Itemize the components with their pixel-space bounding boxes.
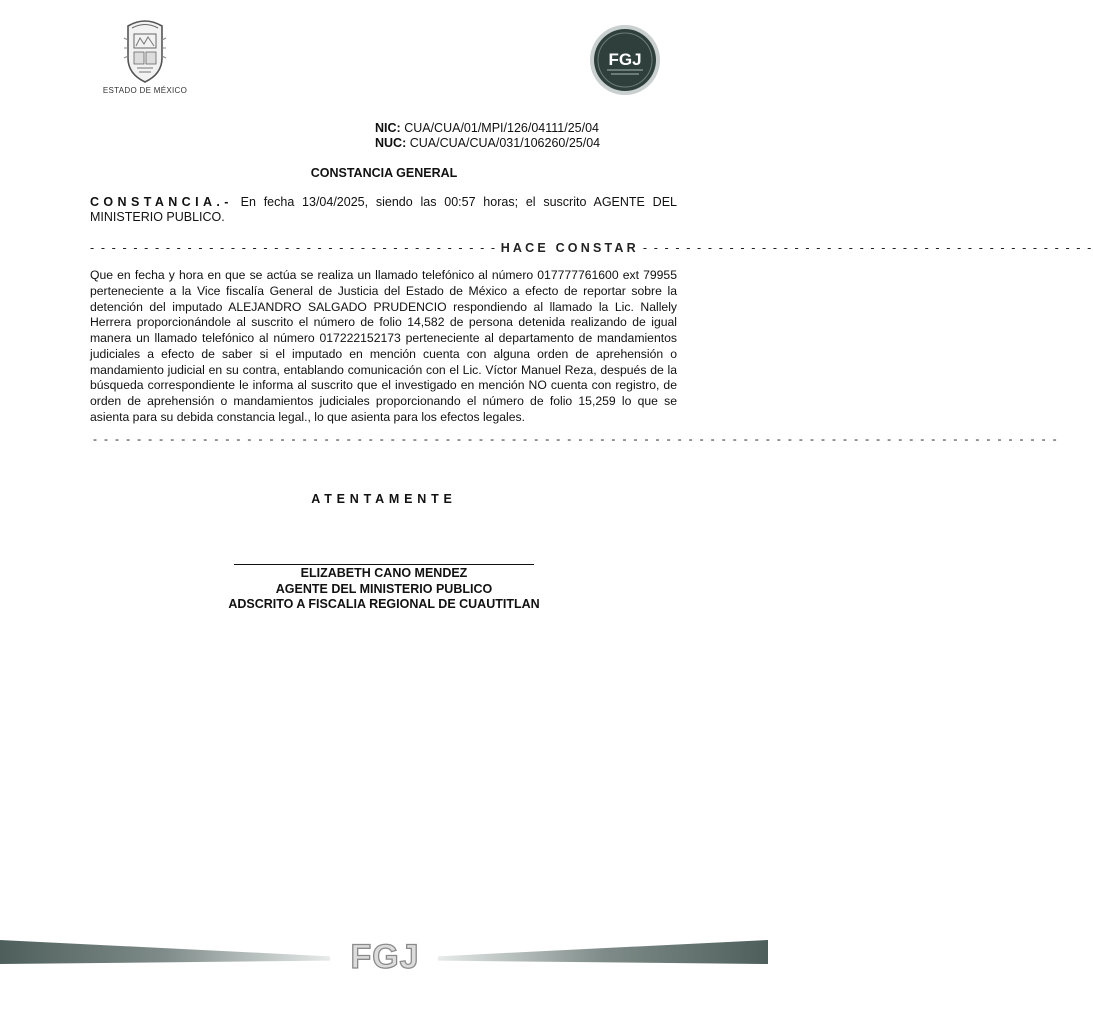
fgj-seal-icon — [589, 24, 661, 96]
estado-de-mexico-logo — [100, 18, 190, 98]
hace-constar-label: HACE CONSTAR — [500, 241, 639, 255]
footer-banner — [0, 938, 768, 976]
signer-office: ADSCRITO A FISCALIA REGIONAL DE CUAUTITLAN — [228, 597, 540, 611]
dash-separator: - - - - - - - - - - - - - - - - - - - - - - - - - - - - - - - - - - - - - - - - - - - - - - - - - - - - - - - - - - - - - - - - - - - - - - - - - - - - - - - - - - - - - - - - — [93, 432, 1059, 446]
nic-value: CUA/CUA/01/MPI/126/04111/25/04 — [404, 121, 599, 135]
estado-de-mexico-caption: ESTADO DE MÉXICO — [102, 86, 188, 95]
signer-name: ELIZABETH CANO MENDEZ — [300, 566, 468, 580]
body-paragraph: Que en fecha y hora en que se actúa se realiza un llamado telefónico al número 017777761600 ext 79955 perteneciente a la Vice fiscalía General de Justicia del Estado de México a efecto de reportar sobre la detención del imputado ALEJANDRO SALGADO PRUDENCIO respondiendo al llamado la Lic. Nallely Herrera proporcionándole al suscrito el número de folio 14,582 de persona detenida realizando de igual manera un llamado telefónico al número 017222152173 perteneciente al departamento de mandamientos judiciales a efecto de saber si el imputado en mención cuenta con alguna orden de aprehensión o mandamiento judicial en su contra, entablando comunicación con el Lic. Víctor Manuel Reza, después de la búsqueda correspondiente le informa al suscrito que el investigado en mención NO cuenta con registro, de orden de aprehensión o mandamientos judiciales proporcionando el número de folio 15,259 lo que se asienta para su debida constancia legal., lo que asienta para los efectos legales. — [90, 268, 677, 424]
intro-paragraph — [90, 195, 677, 225]
closing-atentamente: ATENTAMENTE — [311, 492, 457, 506]
document-title: CONSTANCIA GENERAL — [310, 166, 458, 180]
dash-rule-right: - - - - - - - - - - - - - - - - - - - - - - - - - - - - - - - - - - - - - - - - - - — [642, 241, 1093, 255]
fgj-seal-text: FGJ — [608, 50, 642, 69]
signature-line — [234, 564, 534, 565]
footer-fgj-logo: FGJ — [350, 938, 420, 976]
signer-role: AGENTE DEL MINISTERIO PUBLICO — [275, 581, 493, 596]
nuc-line — [375, 136, 600, 151]
nic-line — [375, 121, 600, 136]
signature-block — [0, 566, 768, 613]
dash-rule-left: - - - - - - - - - - - - - - - - - - - - - - - - - - - - - - - - - - - - - - — [90, 241, 497, 255]
coat-of-arms-icon — [120, 18, 170, 84]
footer-stripe-left — [0, 940, 330, 964]
fgj-seal-logo — [589, 24, 661, 96]
constancia-keyword: CONSTANCIA.- — [90, 195, 233, 209]
nic-label: NIC: — [375, 121, 401, 135]
nuc-value: CUA/CUA/CUA/031/106260/25/04 — [409, 136, 601, 150]
hace-constar-heading — [90, 240, 1093, 256]
intro-text: En fecha 13/04/2025, siendo las 00:57 horas; el suscrito AGENTE DEL MINISTERIO PUBLICO. — [90, 195, 677, 224]
case-numbers — [375, 121, 600, 151]
footer-stripe-right — [438, 940, 768, 964]
nuc-label: NUC: — [375, 136, 407, 150]
